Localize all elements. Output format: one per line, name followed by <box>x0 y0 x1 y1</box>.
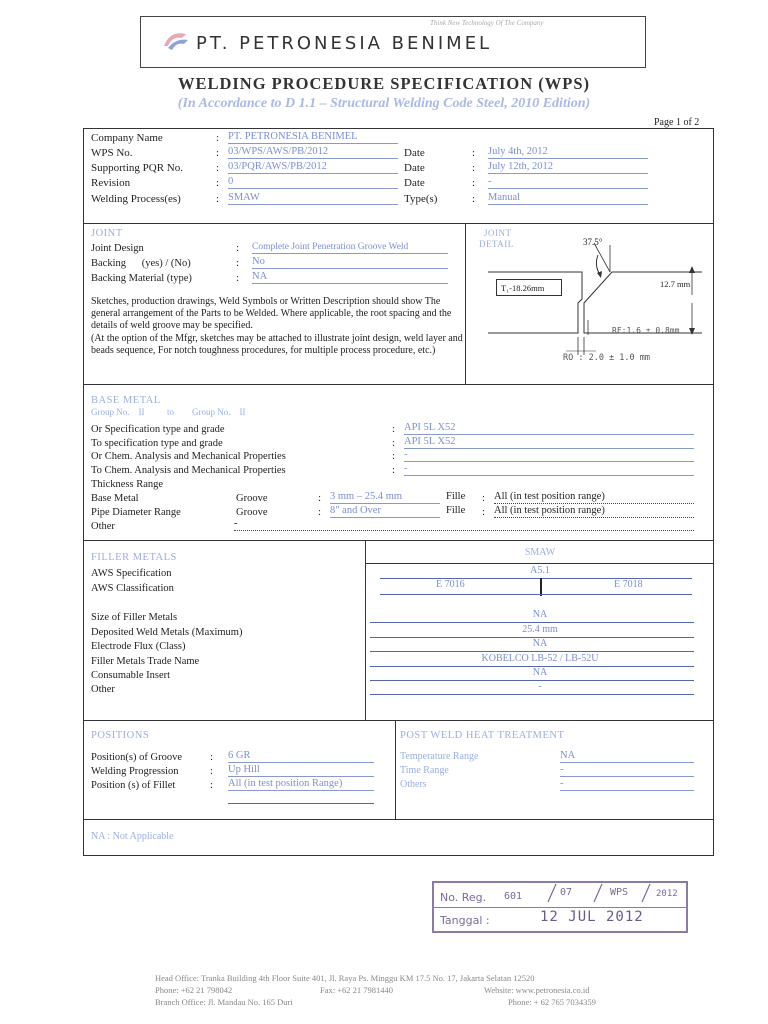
smaw-header: SMAW <box>524 547 556 558</box>
filler-metals-title: FILLER METALS <box>91 552 177 563</box>
date-label: Date <box>404 162 425 174</box>
group-line: Group No. II to Group No. II <box>91 407 246 417</box>
joint-detail-title-2: DETAIL <box>479 239 514 249</box>
size-label: Size of Filler Metals <box>91 612 178 623</box>
na-note: NA : Not Applicable <box>91 831 174 842</box>
date2-value: July 12th, 2012 <box>488 161 648 174</box>
flux-label: Electrode Flux (Class) <box>91 641 186 652</box>
tagline: Think New Technology Of The Company <box>430 19 544 27</box>
date-label: Date <box>404 177 425 189</box>
pos-divider <box>395 720 396 819</box>
chem2-value: - <box>404 463 694 476</box>
trade-name-value: KOBELCO LB-52 / LB-52U <box>481 653 599 664</box>
thickness-range-label: Thickness Range <box>91 479 164 490</box>
base-metal-label: Base Metal <box>91 493 139 504</box>
progression-value: Up Hill <box>228 764 374 777</box>
progression-label: Welding Progression <box>91 766 179 777</box>
divider <box>83 384 714 385</box>
stamp-slashes <box>530 882 680 904</box>
divider <box>83 540 714 541</box>
document-title: WELDING PROCEDURE SPECIFICATION (WPS) <box>177 74 591 93</box>
revision-label: Revision <box>91 177 131 189</box>
fillet-position-label: Position (s) of Fillet <box>91 780 176 791</box>
footer-phone: Phone: +62 21 798042 <box>155 985 233 995</box>
bevel-angle: 37.5° <box>583 237 603 247</box>
joint-description: Sketches, production drawings, Weld Symbols or Written Description should show The general arrangement of the Parts to be Welded. Where applicable, the root spacing and the details of weld groove may be specified. <box>91 296 452 331</box>
process-value: SMAW <box>228 192 398 205</box>
spec2-value: API 5L X52 <box>404 436 694 449</box>
aws-class-b: E 7018 <box>614 579 643 590</box>
document-subtitle: (In Accordance to D 1.1 – Structural Welding Code Steel, 2010 Edition) <box>177 96 591 111</box>
pwht-title: POST WELD HEAT TREATMENT <box>400 730 565 741</box>
wps-no-label: WPS No. <box>91 147 133 159</box>
date-label: Date <box>404 147 425 159</box>
company-name-value: PT. PETRONESIA BENIMEL <box>228 131 398 144</box>
footer-fax: Fax: +62 21 7981440 <box>320 985 394 995</box>
pqr-label: Supporting PQR No. <box>91 162 183 174</box>
stamp-date-value: 12 JUL 2012 <box>540 909 644 925</box>
fillet-position-value: All (in test position Range) <box>228 778 374 791</box>
type-label: Type(s) <box>404 193 438 205</box>
time-label: Time Range <box>400 765 449 776</box>
others-label: Others <box>400 779 427 790</box>
divider <box>83 223 714 224</box>
page: Think New Technology Of The Company PT. PETRONESIA BENIMEL WELDING PROCEDURE SPECIFICATION (WPS) (In Accordance to D 1.1 – Structural Welding Code Steel, 2010 Edition) Page 1 of 2 Company Name : PT. PETRONESIA BENIMEL WPS No. : 03/WPS/AWS/PB/2012 Date : July 4th, 2012 Supporting PQR No. : 03/PQR/AWS/PB/2012 Date : July 12th, 2012 Revision : 0 Date : - Welding Process(es) : SMAW Type(s) : Manual JOINT Joint Design : Complete Joint Penetration Groove Weld Backing (yes) / (No) : No Backing Material (type) : NA Sketches, production drawings, Weld Symbols or Written Description should show The general arrangement of the Parts to be Welded. Where applicable, the root spacing and the details of weld groove may be specified. (At the option of the Mfgr, sketches may be attached to illustrate joint design, weld layer and beads sequence, For notch toughness procedures, for multiple process procedure, etc.) JOINT DETAIL 37.5° T₁-18.26mm 12.7 mm RF:1.6 ± 0.8mm RO : 2.0 ± 1.0 mm BASE METAL Group No. II to Group No. II Or Specification type and grade : API 5L X52 To specification type and grade : API 5L X52 Or Chem. Analysis and Mechanical Properties : - To Chem. Analysis and Mechanical Properties : - Thickness Range Base Metal Groove : 3 mm – 25.4 mm Fille : All (in test position range) Pipe Diameter Range Groove : 8" and Over Fille : All (in test position range) Other - FILLER METALS SMAW AWS Specification A5.1 AWS Classification E 7016 E 7018 Size of Filler Metals NA Deposited Weld Metals (Maximum) 25.4 mm Electrode Flux (Class) NA Filler Metals Trade Name KOBELCO LB-52 / LB-52U Consumable Insert NA Other - POSITIONS Position(s) of Groove : 6 GR Welding Progression : Up Hill Position (s) of Fillet : All (in test position Range) POST WELD HEAT TREATMENT Temperature Range NA Time Range - Others - NA : Not Applicable No. Reg. 601 07 WPS 2012 Tanggal : 12 JUL 2012 Head Office: Tranka Building 4th Floor Suite 401, Jl. Raya Ps. Minggu KM 17.5 No. 17, Jakarta Selatan 12520 Phone: +62 21 798042 Fax: +62 21 7981440 Website: www.petronesia.co.id Branch Office: Jl. Mandau No. 165 Duri Phone: + 62 765 7034359 <box>0 0 768 1024</box>
positions-title: POSITIONS <box>91 730 150 741</box>
joint-option-note: (At the option of the Mfgr, sketches may be attached to illustrate joint design, weld layer and beads sequence, For notch toughness procedures, for multiple process procedure, etc.) <box>91 333 463 356</box>
backing-label: Backing (yes) / (No) <box>91 258 191 269</box>
spec1-value: API 5L X52 <box>404 422 694 435</box>
joint-divider <box>465 223 466 384</box>
groove-position-value: 6 GR <box>228 750 374 763</box>
reg-no-3: WPS <box>610 887 629 898</box>
spec2-label: To specification type and grade <box>91 438 223 449</box>
deposit-label: Deposited Weld Metals (Maximum) <box>91 627 243 638</box>
filler-other-label: Other <box>91 684 115 695</box>
root-face: RF:1.6 ± 0.8mm <box>612 326 680 335</box>
flux-value: NA <box>532 638 548 649</box>
aws-class-label: AWS Classification <box>91 583 174 594</box>
groove-position-label: Position(s) of Groove <box>91 752 182 763</box>
t-label: T₁-18.26mm <box>501 283 545 293</box>
base-groove-value: 3 mm – 25.4 mm <box>330 491 440 504</box>
time-value: - <box>560 764 694 777</box>
chem1-label: Or Chem. Analysis and Mechanical Properties <box>91 451 286 462</box>
joint-design-value: Complete Joint Penetration Groove Weld <box>252 241 448 254</box>
groove-label: Groove <box>236 507 268 518</box>
temp-label: Temperature Range <box>400 751 479 762</box>
fille-label: Fille <box>446 505 466 516</box>
pipe-groove-value: 8" and Over <box>330 505 440 518</box>
aws-class-a: E 7016 <box>436 579 465 590</box>
type-value: Manual <box>488 192 648 205</box>
divider <box>83 720 714 721</box>
base-metal-title: BASE METAL <box>91 395 161 406</box>
pqr-value: 03/PQR/AWS/PB/2012 <box>228 161 398 174</box>
aws-spec-label: AWS Specification <box>91 568 172 579</box>
footer-branch-phone: Phone: + 62 765 7034359 <box>508 997 596 1007</box>
footer-branch: Branch Office: Jl. Mandau No. 165 Duri <box>155 997 293 1007</box>
wps-no-value: 03/WPS/AWS/PB/2012 <box>228 146 398 159</box>
other-value: - <box>234 518 694 531</box>
chem1-value: - <box>404 449 694 462</box>
reg-label: No. Reg. <box>440 891 487 904</box>
joint-detail-title-1: JOINT <box>484 228 512 238</box>
insert-label: Consumable Insert <box>91 670 171 681</box>
root-opening: RO : 2.0 ± 1.0 mm <box>563 353 650 363</box>
reg-no-1: 601 <box>504 891 523 902</box>
joint-title: JOINT <box>91 228 123 239</box>
divider <box>83 819 714 820</box>
deposit-value: 25.4 mm <box>522 624 558 635</box>
other-label: Other <box>91 521 115 532</box>
footer-head-office: Head Office: Tranka Building 4th Floor Suite 401, Jl. Raya Ps. Minggu KM 17.5 No. 17, Jakarta Selatan 12520 <box>155 973 535 983</box>
backing-material-value: NA <box>252 271 448 284</box>
backing-value: No <box>252 256 448 269</box>
company-name-label: Company Name <box>91 132 163 144</box>
pipe-diameter-label: Pipe Diameter Range <box>91 507 181 518</box>
process-label: Welding Process(es) <box>91 193 181 205</box>
filler-other-value: - <box>538 681 542 692</box>
joint-design-label: Joint Design <box>91 243 144 254</box>
insert-value: NA <box>532 667 548 678</box>
aws-spec-value: A5.1 <box>530 565 550 576</box>
trade-name-label: Filler Metals Trade Name <box>91 656 200 667</box>
temp-value: NA <box>560 750 694 763</box>
fille1-value: All (in test position range) <box>494 491 694 504</box>
date1-value: July 4th, 2012 <box>488 146 648 159</box>
fille-label: Fille <box>446 491 466 502</box>
others-value: - <box>560 778 694 791</box>
plate-thickness: 12.7 mm <box>660 279 691 289</box>
company-logo-icon <box>160 28 190 54</box>
page-number: Page 1 of 2 <box>654 117 700 128</box>
backing-material-label: Backing Material (type) <box>91 273 192 284</box>
chem2-label: To Chem. Analysis and Mechanical Properties <box>91 465 286 476</box>
size-value: NA <box>532 609 548 620</box>
groove-label: Groove <box>236 493 268 504</box>
stamp-date-label: Tanggal : <box>440 914 490 927</box>
reg-no-4: 2012 <box>656 889 678 899</box>
spec1-label: Or Specification type and grade <box>91 424 225 435</box>
company-logo-text: PT. PETRONESIA BENIMEL <box>196 33 493 54</box>
footer-website: Website: www.petronesia.co.id <box>484 985 590 995</box>
revision-value: 0 <box>228 176 398 189</box>
fille2-value: All (in test position range) <box>494 505 694 518</box>
date3-value: - <box>488 176 648 189</box>
reg-no-2: 07 <box>560 887 573 898</box>
